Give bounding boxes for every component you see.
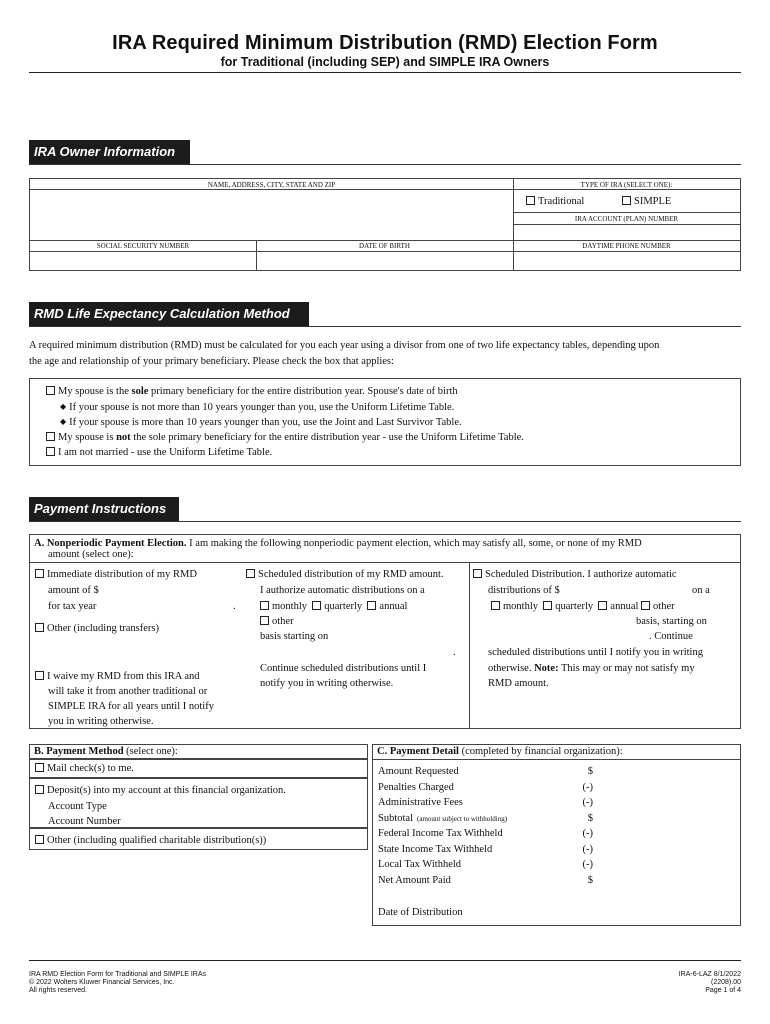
scheduled-rmd-line2: I authorize automatic distributions on a [260, 585, 425, 596]
payment-method-header: B. Payment Method (select one): [29, 744, 368, 759]
col2-frequency-options: monthly quarterly annual [260, 599, 407, 615]
ira-type-simple-option[interactable]: SIMPLE [622, 194, 671, 210]
col3-amount-label: distributions of $ [488, 585, 560, 596]
waive-rmd-option[interactable]: I waive my RMD from this IRA and [35, 669, 200, 685]
immediate-distribution-option[interactable]: Immediate distribution of my RMD [35, 567, 197, 583]
payment-detail-symbol: (-) [582, 797, 593, 808]
not-married-checkbox[interactable] [46, 447, 55, 456]
payment-detail-label: Federal Income Tax Withheld [378, 828, 503, 839]
section-rule [29, 164, 741, 165]
dob-field[interactable] [258, 253, 511, 269]
section-payment: Payment Instructions [29, 497, 179, 521]
ssn-field[interactable] [32, 253, 254, 269]
section-rule [29, 326, 741, 327]
payment-detail-amount-field[interactable] [598, 795, 733, 809]
payment-detail-symbol: (-) [582, 859, 593, 870]
rmd-options-box [29, 378, 741, 466]
col3-continue-label: . Continue [649, 631, 693, 642]
payment-detail-amount-field[interactable] [598, 811, 733, 825]
deposit-row [29, 778, 368, 828]
footer-rule [29, 960, 741, 961]
col2-other-option[interactable]: other [260, 614, 294, 630]
payment-detail-heading: C. Payment Detail (completed by financial organization): [377, 746, 623, 757]
tax-year-label: for tax year [48, 601, 97, 612]
col2-continue-line2: notify you in writing otherwise. [260, 678, 394, 689]
payment-detail-label: Administrative Fees [378, 797, 463, 808]
mail-check-row [29, 759, 368, 778]
col2-annual-checkbox[interactable] [367, 601, 376, 610]
col2-other-checkbox[interactable] [260, 616, 269, 625]
mail-check-checkbox[interactable] [35, 763, 44, 772]
payment-detail-label: Penalties Charged [378, 781, 454, 793]
ssn-label: SOCIAL SECURITY NUMBER [96, 242, 190, 250]
account-number-field[interactable] [515, 226, 739, 239]
section-a-heading: A. Nonperiodic Payment Election. I am making the following nonperiodic payment election, which may satisfy all, some, or none of my RMD [34, 538, 642, 549]
rmd-option-spouse-not-sole[interactable]: My spouse is not the sole primary beneficiary for the entire distribution year - use the Uniform Lifetime Table. [46, 430, 524, 446]
payment-detail-symbol: (-) [582, 781, 593, 793]
scheduled-distribution-checkbox[interactable] [473, 569, 482, 578]
rmd-bullet-uniform: ◆ If your spouse is not more than 10 years younger than you, use the Uniform Lifetime Table. [60, 399, 454, 416]
payment-detail-symbol: (-) [582, 843, 593, 855]
payment-detail-label-text: Subtotal [378, 812, 414, 824]
footer-revision: (2208).00 [711, 979, 741, 986]
footer-copyright: © 2022 Wolters Kluwer Financial Services, Inc. [29, 979, 175, 986]
owner-info-table [29, 178, 741, 271]
payment-detail-amount-field[interactable] [598, 764, 733, 778]
payment-detail-label: Amount Requested [378, 766, 459, 777]
waive-rmd-checkbox[interactable] [35, 671, 44, 680]
payment-detail-box [372, 744, 741, 926]
col3-basis-label: basis, starting on [636, 616, 707, 627]
col3-quarterly-checkbox[interactable] [543, 601, 552, 610]
col3-on-a-label: on a [692, 585, 710, 596]
account-number-label: IRA ACCOUNT (PLAN) NUMBER [574, 215, 679, 223]
col3-other-checkbox[interactable] [641, 601, 650, 610]
date-of-distribution-label: Date of Distribution [378, 907, 463, 918]
waive-rmd-line3: SIMPLE IRA for all years until I notify [48, 701, 214, 712]
section-rule [29, 521, 741, 522]
other-method-checkbox[interactable] [35, 835, 44, 844]
payment-detail-label: Local Tax Withheld [378, 859, 462, 870]
payment-detail-label [378, 811, 507, 828]
account-type-label: Account Type [48, 801, 107, 812]
payment-detail-symbol: (-) [582, 828, 593, 839]
form-subtitle: for Traditional (including SEP) and SIMPLE IRA Owners [220, 55, 550, 69]
col2-quarterly-checkbox[interactable] [312, 601, 321, 610]
col2-basis-label: basis starting on [260, 631, 329, 642]
waive-rmd-line4: you in writing otherwise. [48, 716, 154, 727]
scheduled-distribution-option[interactable]: Scheduled Distribution. I authorize automatic [473, 567, 677, 583]
payment-detail-amount-field[interactable] [598, 873, 733, 887]
col3-note-line: otherwise. Note: This may or may not satisfy my [488, 663, 695, 674]
section-a-heading-line2: amount (select one): [48, 549, 134, 560]
diamond-bullet-icon: ◆ [60, 417, 67, 426]
payment-detail-symbol: $ [587, 812, 593, 824]
rmd-bullet-joint: ◆ If your spouse is more than 10 years younger than you, use the Joint and Last Survivor Table. [60, 414, 462, 431]
payment-detail-amount-field[interactable] [598, 857, 733, 871]
footer-rights: All rights reserved. [29, 987, 87, 994]
spouse-not-sole-checkbox[interactable] [46, 432, 55, 441]
rmd-option-spouse-sole[interactable]: My spouse is the sole primary beneficiary for the entire distribution year. Spouse's date of birth [46, 384, 458, 400]
rmd-intro-line2: the age and relationship of your primary beneficiary. Please check the box that applies: [29, 356, 394, 367]
deposit-checkbox[interactable] [35, 785, 44, 794]
payment-detail-symbol: $ [587, 874, 593, 886]
ira-type-traditional-option[interactable]: Traditional [526, 194, 584, 210]
col3-monthly-checkbox[interactable] [491, 601, 500, 610]
col3-frequency-options: monthly quarterly annual other [491, 599, 675, 615]
name-address-label: NAME, ADDRESS, CITY, STATE AND ZIP [207, 181, 336, 189]
rmd-intro-line1: A required minimum distribution (RMD) must be calculated for you each year using a divisor from one of two life expectancy tables, depending upon [29, 340, 660, 351]
phone-field[interactable] [515, 253, 739, 269]
col2-continue-line1: Continue scheduled distributions until I [260, 663, 427, 674]
other-method-row [29, 828, 368, 850]
payment-detail-amount-field[interactable] [598, 842, 733, 856]
dob-label: DATE OF BIRTH [359, 242, 410, 250]
section-rmd-method: RMD Life Expectancy Calculation Method [29, 302, 309, 326]
payment-detail-note: (amount subject to withholding) [417, 814, 508, 823]
header-rule [29, 72, 741, 73]
mail-check-option[interactable]: Mail check(s) to me. [35, 761, 134, 777]
deposit-option[interactable]: Deposit(s) into my account at this financial organization. [35, 783, 286, 799]
payment-detail-symbol: $ [587, 766, 593, 777]
nonperiodic-election-box: A. Nonperiodic Payment Election. I am making the following nonperiodic payment election, which may satisfy all, some, or none of my RMD amount (select one): Immediate distribution of my RMD amount of $ for tax year . Other (including transfers) I waive my RMD from this IRA and will take it from another traditional or SIMPLE IRA for all years until I notify you in writing otherwise. Scheduled distribution of my RMD amount. I authorize automatic distributions on a monthly quarterly annual other basis starting on . Continue scheduled distributions until I notify you in writing otherwise. Scheduled Distribution. I authorize automatic distributions of $ on a monthly quarterly annual other basis, starting on . Continue scheduled distributions until I notify you in writing otherwise. Note: This may or may not satisfy my RMD amount. [29, 534, 741, 729]
footer-page-number: Page 1 of 4 [705, 987, 741, 994]
payment-detail-label: State Income Tax Withheld [378, 843, 493, 855]
rmd-option-not-married[interactable]: I am not married - use the Uniform Lifetime Table. [46, 445, 272, 461]
payment-detail-label: Net Amount Paid [378, 874, 451, 886]
waive-rmd-line2: will take it from another traditional or [48, 686, 208, 697]
other-method-option[interactable]: Other (including qualified charitable distribution(s)) [35, 833, 266, 849]
col3-continue-line3: RMD amount. [488, 678, 549, 689]
payment-detail-amount-field[interactable] [598, 826, 733, 840]
other-transfers-option[interactable]: Other (including transfers) [35, 621, 159, 637]
spouse-sole-checkbox[interactable] [46, 386, 55, 395]
account-number-label-b: Account Number [48, 816, 121, 827]
diamond-bullet-icon: ◆ [60, 402, 67, 411]
ira-type-label: TYPE OF IRA (SELECT ONE): [580, 181, 673, 189]
col2-monthly-checkbox[interactable] [260, 601, 269, 610]
payment-detail-amount-field[interactable] [598, 780, 733, 794]
simple-checkbox[interactable] [622, 196, 631, 205]
immediate-checkbox[interactable] [35, 569, 44, 578]
traditional-checkbox[interactable] [526, 196, 535, 205]
section-owner-info: IRA Owner Information [29, 140, 190, 164]
phone-label: DAYTIME PHONE NUMBER [582, 242, 671, 250]
scheduled-rmd-option[interactable]: Scheduled distribution of my RMD amount. [246, 567, 444, 583]
name-address-field[interactable] [32, 191, 510, 239]
scheduled-rmd-checkbox[interactable] [246, 569, 255, 578]
immediate-amount-label: amount of $ [48, 585, 99, 596]
other-transfers-checkbox[interactable] [35, 623, 44, 632]
footer-form-code: IRA-6-LAZ 8/1/2022 [678, 971, 741, 978]
form-title: IRA Required Minimum Distribution (RMD) Election Form [112, 32, 658, 54]
col3-continue-line1: scheduled distributions until I notify you in writing [488, 647, 703, 658]
footer-form-name: IRA RMD Election Form for Traditional and SIMPLE IRAs [29, 971, 207, 978]
col3-annual-checkbox[interactable] [598, 601, 607, 610]
